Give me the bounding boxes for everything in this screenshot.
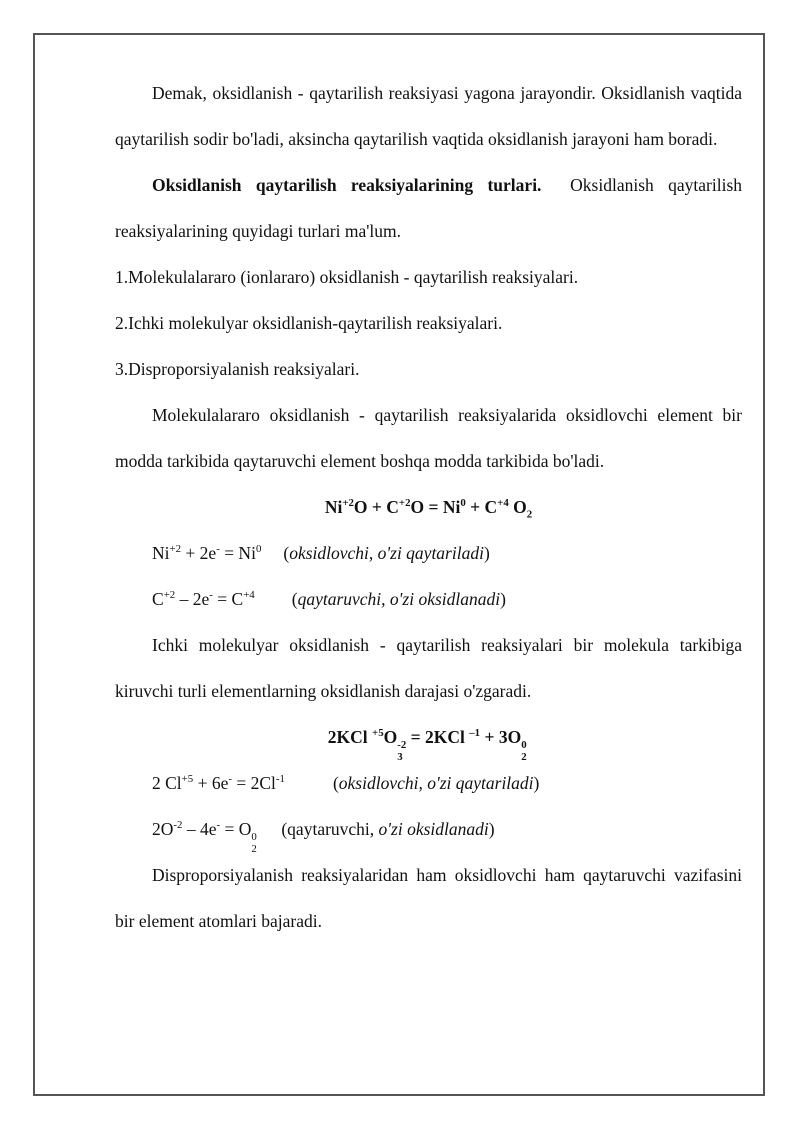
list-item-1: 1.Molekulalararo (ionlararo) oksidlanish - qaytarilish reaksiyalari. [115, 267, 579, 287]
half-reaction-chlorine: 2 $Cl^{+5} + 6e^- = 2Cl^{-1}$ (oksidlovchi, o'zi qaytariladi) [152, 773, 540, 793]
paragraph-summary: Demak, oksidlanish - qaytarilish reaksiyasi yagona jarayondir. Oksidlanish vaqtida qaytarilish sodir bo'ladi, aksincha qaytarilish vaqtida oksidlanish jarayoni ham boradi. [115, 83, 742, 149]
list-item-2: 2.Ichki molekulyar oksidlanish-qaytarilish reaksiyalari. [115, 313, 503, 333]
equation-nickel-carbon: $Ni^{+2}O + C^{+2}O = Ni^0 + C^{+4}$ $O_2$ [324, 497, 533, 521]
paragraph-types-intro [115, 162, 747, 254]
paragraph-intramolecular: Ichki molekulyar oksidlanish - qaytarilish reaksiyalari bir molekula tarkibiga kiruvchi turli elementlarning oksidlanish darajasi o'zgaradi. [115, 635, 742, 701]
half-reaction-carbon: $C^{+2} - 2e^- = C^{+4}$ (qaytaruvchi, o'zi oksidlanadi) [152, 589, 506, 609]
section-heading-rest: Oksidlanish qaytarilish reaksiyalarining quyidagi turlari ma'lum. [115, 175, 747, 241]
paragraph-intermolecular: Molekulalararo oksidlanish - qaytarilish reaksiyalarida oksidlovchi element bir modda tarkibida qaytaruvchi element boshqa modda tarkibida bo'ladi. [115, 405, 742, 471]
list-item-3: 3.Disproporsiyalanish reaksiyalari. [115, 359, 360, 379]
half-reaction-nickel: $Ni^{+2} + 2e^- = Ni^0$ (oksidlovchi, o'zi qaytariladi) [152, 543, 490, 563]
section-heading: Oksidlanish qaytarilish reaksiyalarining turlari. [152, 175, 542, 195]
half-reaction-note: o'zi oksidlanadi [378, 819, 489, 839]
equation-potassium-chlorate: 2KCl $^{+5}$O 3 -2 = 2KCl $^{-1}$ + 3O 2 0 [327, 727, 527, 763]
half-reaction-note: qaytaruvchi, o'zi oksidlanadi [297, 589, 501, 609]
half-reaction-oxygen: $2O^{-2} - 4e^- = O$ 2 0 (qaytaruvchi, o'zi oksidlanadi) [152, 819, 495, 855]
document-body [115, 70, 747, 944]
half-reaction-note: oksidlovchi, o'zi qaytariladi [289, 543, 484, 563]
half-reaction-note: oksidlovchi, o'zi qaytariladi [338, 773, 534, 793]
paragraph-disproportionation: Disproporsiyalanish reaksiyalaridan ham oksidlovchi ham qaytaruvchi vazifasini bir element atomlari bajaradi. [115, 865, 742, 931]
